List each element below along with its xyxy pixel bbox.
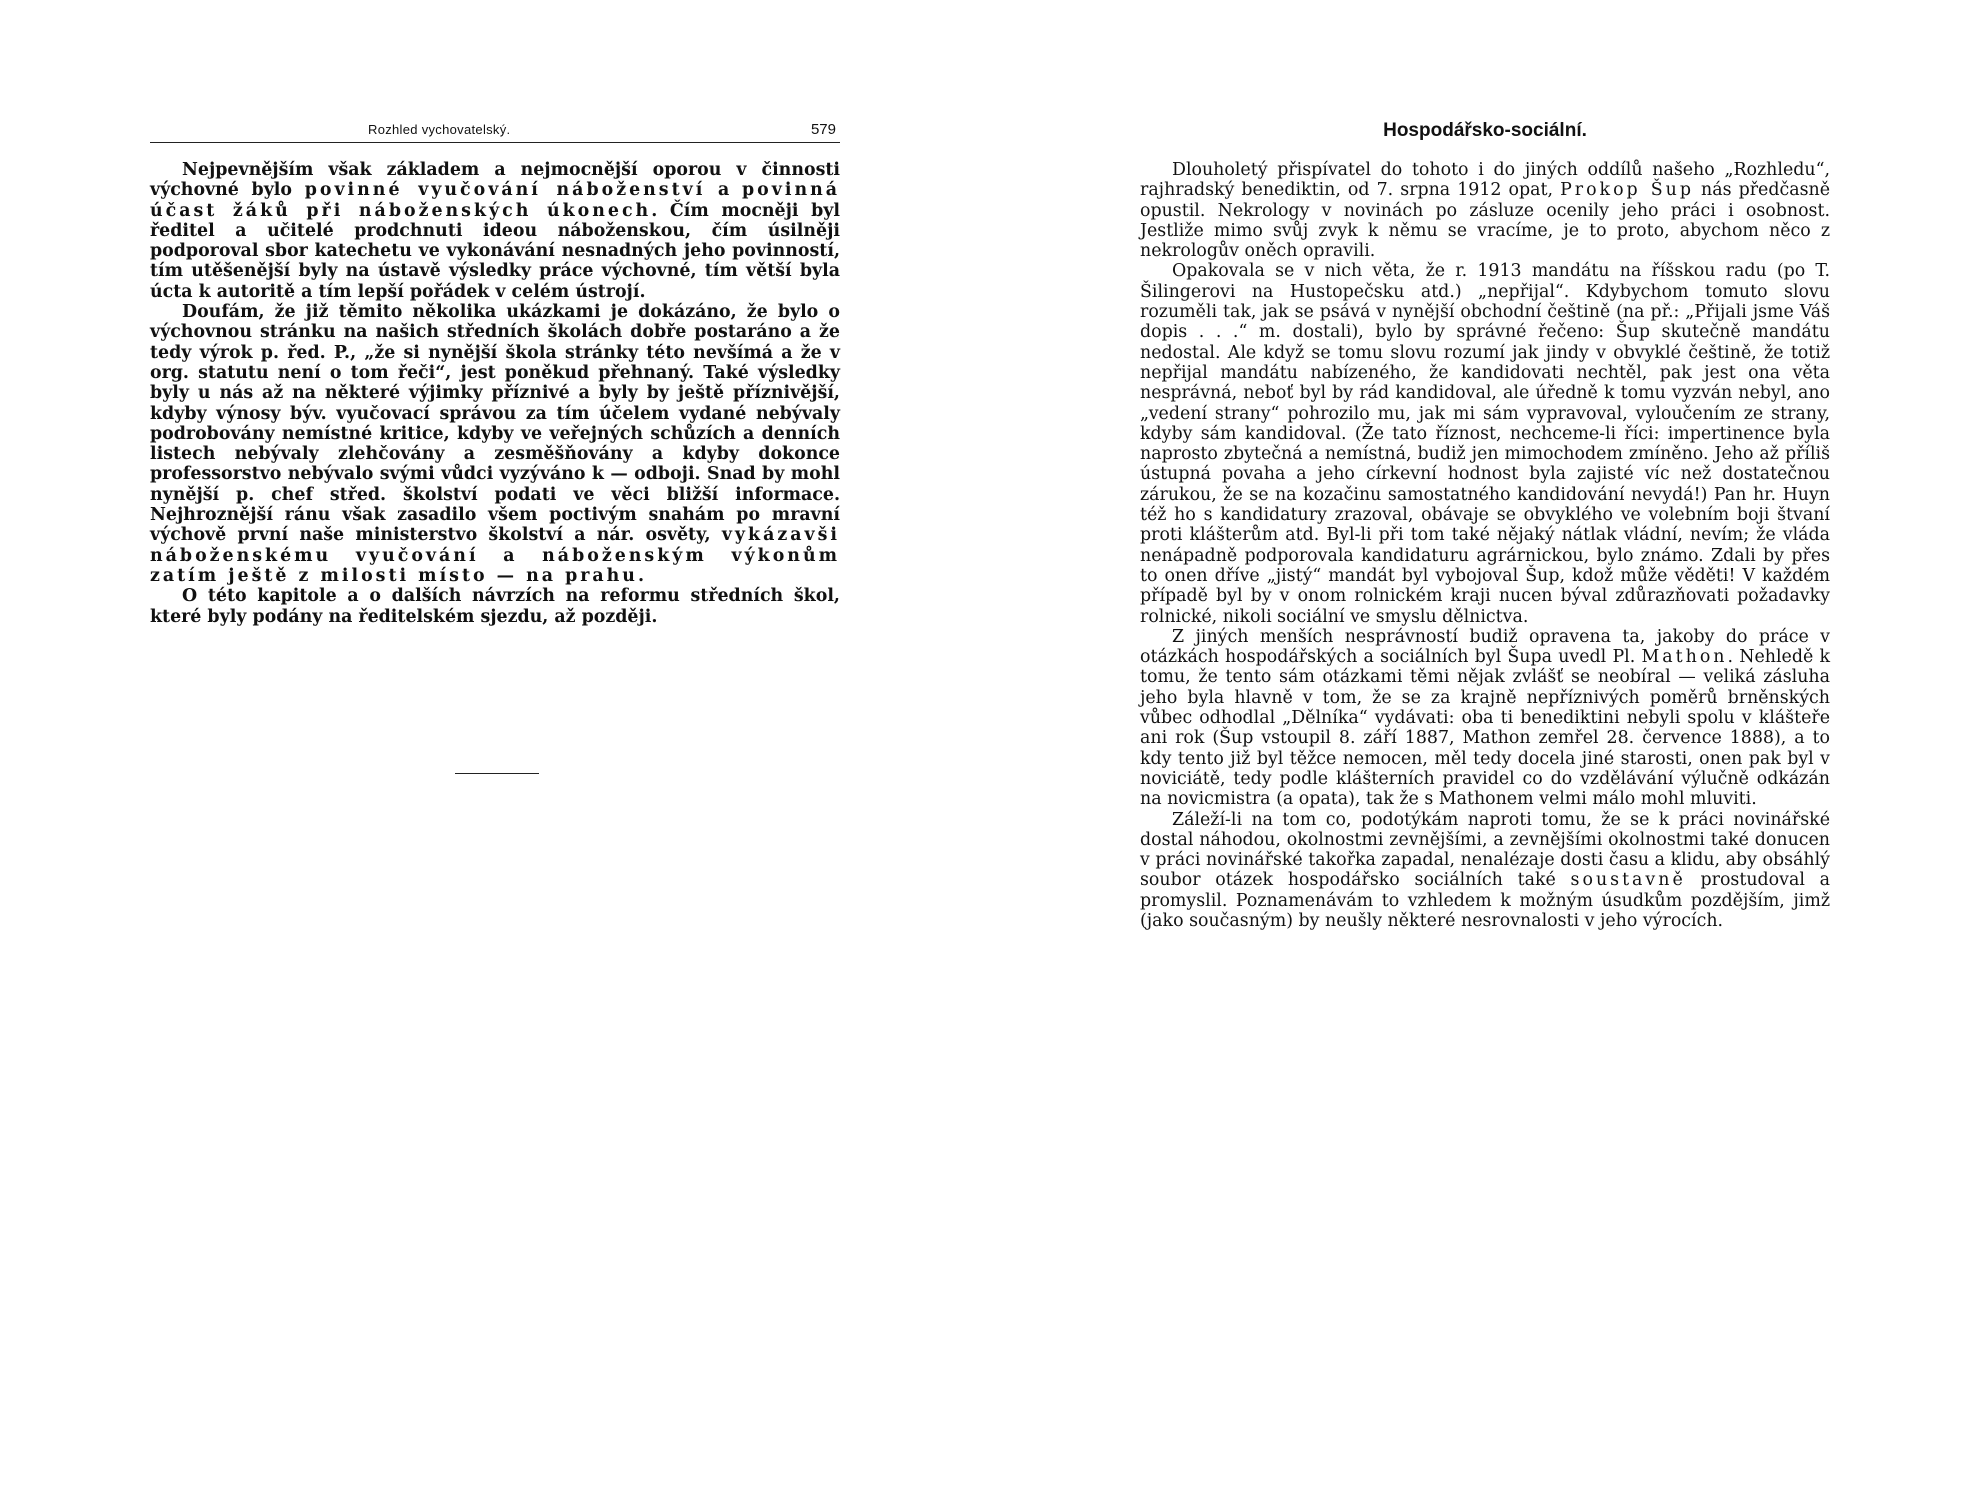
text-run: Z jiných menších nesprávností budiž opravena ta, jakoby do práce v otázkách hospodářských a sociálních byl Šupa uvedl Pl. [1140,626,1830,668]
page-number: 579 [810,121,836,138]
text-run: a [705,180,742,201]
paragraph [1140,261,1830,626]
running-head [150,118,840,143]
paragraph [150,586,840,627]
paragraph [1140,160,1830,261]
paragraph [150,302,840,586]
spaced-emphasis: Prokop Šup [1560,180,1694,201]
text-run: Dlouholetý přispívatel do tohoto i do jiných oddílů našeho „Rozhledu“, rajhradský benediktin, od 7. srpna 1912 opat, [1140,160,1830,201]
paragraph [150,160,840,302]
text-run: Doufám, že již těmito několika ukázkami je dokázáno, že bylo o výchovnou stránku na našich středních školách dobře postaráno a že tedy výrok p. řed. P., „že si nynější škola stránky této nevšímá a že v org. statutu není o tom řeči“, jest poněkud přehnaný. Také výsledky byly u nás až na některé výjimky příznivé a byly by ještě příznivější, kdyby výnosy býv. vyučovací správou za tím účelem vydané nebývaly podrobovány nemístné kritice, kdyby ve veřejných schůzích a denních listech nebývaly zlehčovány a zesměšňovány a kdyby dokonce professorstvo nebývalo svými vůdci vyzýváno k — odboji. Snad by mohl nynější p. chef střed. školství podati ve věci bližší informace. Nejhroznější ránu však zasadilo všem poctivým snahám po mravní výchově první naše ministerstvo školství a nár. osvěty, [150,302,840,546]
text-run: O této kapitole a o dalších návrzích na reformu středních škol, které byly podány na ředitelském sjezdu, až později. [150,586,840,627]
paragraph [1140,810,1830,932]
right-body-text [1140,160,1830,931]
left-body-text [150,160,840,627]
text-run: nás předčasně opustil. Nekrology v novinách po zásluze ocenily jeho práci i osobnost. Jestliže mimo svůj zvyk k němu se vracíme, je to proto, abychom něco z nekrologův oněch opravili. [1140,180,1830,262]
section-divider [455,773,539,774]
section-title: Hospodářsko-sociální. [1383,120,1587,141]
spaced-emphasis: soustavně [1570,870,1686,891]
text-run: prostudoval a promyslil. Poznamenávám to vzhledem k možným úsudkům pozdějším, jimž (jako současným) by neušly některé nesrovnalosti v jeho výrocích. [1140,870,1831,931]
text-run: Nejpevnějším však základem a nejmocnější oporou v činnosti výchovné bylo [150,160,840,201]
text-run: . Čím mocněji byl ředitel a učitelé prodchnuti ideou náboženskou, čím úsilněji podporoval sbor katechetu ve vykonávání nesnadných jeho povinností, tím utěšenější byly na ústavě výsledky práce výchovné, tím větší byla úcta k autoritě a tím lepší pořádek v celém ústrojí. [150,200,840,302]
spaced-emphasis: povinné vyučování náboženství [304,180,706,201]
spaced-emphasis: vykázavši náboženskému vyučování a náboženským výkonům zatím ještě z milosti místo — na prahu [150,525,840,586]
running-title: Rozhled vychovatelský. [368,122,511,137]
paragraph [1140,627,1830,810]
text-run: Záleží-li na tom co, podotýkám naproti tomu, že se k práci novinářské dostal náhodou, okolnostmi zevnějšími, a zevnějšími okolnostmi také donucen v práci novinářské takořka zapadal, nenalézaje dosti času a klidu, aby obsáhlý soubor otázek hospodářsko sociálních také [1140,809,1830,891]
spaced-emphasis: povinná účast žáků při náboženských úkonech [150,180,840,221]
text-run: Opakovala se v nich věta, že r. 1913 mandátu na říšskou radu (po T. Šilingerovi na Hustopečsku atd.) „nepřijal“. Kdybychom tomuto slovu rozuměli tak, jak se psává v nynější obchodní češtině (na př.: „Přijali jsme Váš dopis . . .“ m. dostali), bylo by správné řečeno: Šup skutečně mandátu nedostal. Ale když se tomu slovu rozumí jak jindy v obvyklé češtině, že totiž nepřijal mandátu nabízeného, že kandidovati nechtěl, pak jest ona věta nesprávná, neboť byl by rád kandidoval, ale úředně k tomu vyzván nebyl, ano „vedení strany“ pohrozilo mu, jak mi sám vypravoval, vyloučením ze strany, kdyby sám kandidoval. (Že tato říznost, nechceme-li říci: impertinence byla naprosto zbytečná a nemístná, budiž jen mimochodem zmíněno. Jeho až příliš ústupná povaha a jeho církevní hodnost byla zajisté víc než dostatečnou zárukou, že se na kozačinu samostatného kandidování nevydá!) Pan hr. Huyn též ho s kandidatury zrazoval, obávaje se obvyklého ve volebním boji štvaní proti klášterům atd. Byl-li při tom také nějaký nátlak vládní, nevím; že vláda nenápadně podporovala kandidaturu agrárnickou, bylo známo. Zdali by přes to onen dříve „jistý“ mandát byl vybojoval Šup, kdož může věděti! V každém případě byl by v onom rolnickém kraji nucen býval zdůrazňovati požadavky rolnické, nikoli sociální ve smyslu dělnictva. [1140,261,1830,627]
spaced-emphasis: Mathon [1641,647,1728,668]
text-run: . [637,565,645,586]
text-run: . Nehledě k tomu, že tento sám otázkami těmi nějak zvlášť se neobíral — veliká zásluha jeho byla hlavně v tom, že se za krajně nepříznivých poměrů brněnských vůbec odhodlal „Dělníka“ vydávati: oba ti benediktini nebyli spolu v klášteře ani rok (Šup vstoupil 8. září 1887, Mathon zemřel 28. července 1888), a to kdy tento již byl těžce nemocen, měl tedy docela jiné starosti, onen pak byl v noviciátě, tedy podle klášterních pravidel co do vzdělávání výlučně odkázán na novicmistra (a opata), tak že s Mathonem velmi málo mohl mluviti. [1140,647,1831,810]
